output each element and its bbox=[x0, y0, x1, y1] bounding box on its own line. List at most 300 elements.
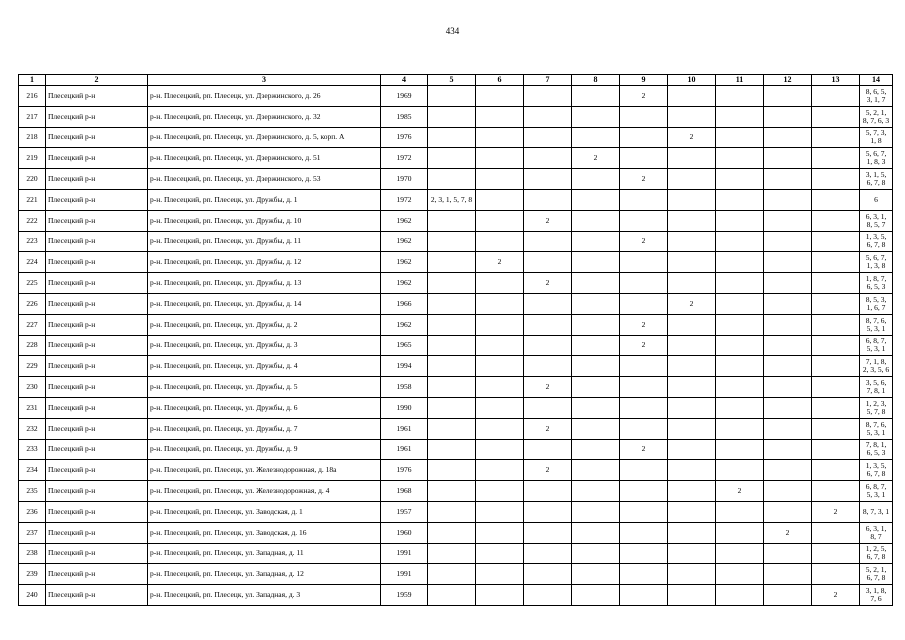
table-cell-col-3: р-н. Плесецкий, рп. Плесецк, ул. Дружбы, д. 13 bbox=[148, 273, 381, 294]
column-header-8: 8 bbox=[572, 75, 620, 86]
table-cell-col-9 bbox=[620, 543, 668, 564]
table-cell-col-14: 1, 3, 5, 6, 7, 8 bbox=[860, 460, 893, 481]
table-cell-col-5 bbox=[428, 501, 476, 522]
table-cell-col-12: 2 bbox=[764, 522, 812, 543]
table-cell-col-12 bbox=[764, 335, 812, 356]
table-cell-col-11 bbox=[716, 418, 764, 439]
table-cell-col-13 bbox=[812, 189, 860, 210]
table-cell-col-8: 2 bbox=[572, 148, 620, 169]
table-cell-col-7 bbox=[524, 148, 572, 169]
table-cell-col-3: р-н. Плесецкий, рп. Плесецк, ул. Дружбы, д. 14 bbox=[148, 293, 381, 314]
table-cell-col-12 bbox=[764, 293, 812, 314]
table-cell-col-9 bbox=[620, 356, 668, 377]
table-cell-col-12 bbox=[764, 189, 812, 210]
table-cell-col-5 bbox=[428, 397, 476, 418]
table-cell-col-12 bbox=[764, 210, 812, 231]
table-cell-col-13 bbox=[812, 439, 860, 460]
table-cell-col-11 bbox=[716, 460, 764, 481]
table-cell-col-14: 1, 2, 3, 5, 7, 8 bbox=[860, 397, 893, 418]
table-cell-col-3: р-н. Плесецкий, рп. Плесецк, ул. Дзержинского, д. 53 bbox=[148, 169, 381, 190]
table-cell-col-4: 1972 bbox=[381, 148, 428, 169]
table-cell-col-7 bbox=[524, 314, 572, 335]
table-cell-col-3: р-н. Плесецкий, рп. Плесецк, ул. Железнодорожная, д. 18а bbox=[148, 460, 381, 481]
table-cell-col-8 bbox=[572, 439, 620, 460]
table-cell-col-8 bbox=[572, 418, 620, 439]
table-cell-col-5 bbox=[428, 377, 476, 398]
table-cell-col-13 bbox=[812, 564, 860, 585]
table-cell-col-4: 1962 bbox=[381, 314, 428, 335]
table-cell-col-5 bbox=[428, 481, 476, 502]
table-cell-col-3: р-н. Плесецкий, рп. Плесецк, ул. Дзержинского, д. 26 bbox=[148, 86, 381, 107]
table-cell-col-12 bbox=[764, 127, 812, 148]
table-cell-col-5 bbox=[428, 169, 476, 190]
table-cell-col-5: 2, 3, 1, 5, 7, 8 bbox=[428, 189, 476, 210]
table-cell-col-3: р-н. Плесецкий, рп. Плесецк, ул. Дзержинского, д. 5, корп. А bbox=[148, 127, 381, 148]
table-cell-col-3: р-н. Плесецкий, рп. Плесецк, ул. Заводская, д. 1 bbox=[148, 501, 381, 522]
table-cell-col-13 bbox=[812, 377, 860, 398]
table-cell-col-12 bbox=[764, 314, 812, 335]
table-cell-col-5 bbox=[428, 335, 476, 356]
table-cell-col-9: 2 bbox=[620, 439, 668, 460]
table-cell-col-1: 235 bbox=[19, 481, 46, 502]
table-cell-col-6 bbox=[476, 501, 524, 522]
table-cell-col-9: 2 bbox=[620, 169, 668, 190]
table-cell-col-10 bbox=[668, 481, 716, 502]
table-row bbox=[19, 252, 893, 273]
table-cell-col-8 bbox=[572, 127, 620, 148]
table-row bbox=[19, 418, 893, 439]
table-cell-col-10 bbox=[668, 273, 716, 294]
table-cell-col-11 bbox=[716, 252, 764, 273]
table-cell-col-2: Плесецкий р-н bbox=[46, 252, 148, 273]
table-cell-col-8 bbox=[572, 189, 620, 210]
table-cell-col-2: Плесецкий р-н bbox=[46, 293, 148, 314]
table-cell-col-1: 221 bbox=[19, 189, 46, 210]
table-cell-col-10 bbox=[668, 501, 716, 522]
table-cell-col-12 bbox=[764, 106, 812, 127]
table-cell-col-1: 220 bbox=[19, 169, 46, 190]
table-cell-col-14: 1, 8, 7, 6, 5, 3 bbox=[860, 273, 893, 294]
table-cell-col-6 bbox=[476, 460, 524, 481]
table-cell-col-2: Плесецкий р-н bbox=[46, 439, 148, 460]
table-cell-col-2: Плесецкий р-н bbox=[46, 210, 148, 231]
table-cell-col-13 bbox=[812, 522, 860, 543]
table-row bbox=[19, 356, 893, 377]
table-cell-col-13 bbox=[812, 210, 860, 231]
table-cell-col-13 bbox=[812, 293, 860, 314]
table-row bbox=[19, 148, 893, 169]
table-cell-col-6 bbox=[476, 189, 524, 210]
table-cell-col-5 bbox=[428, 460, 476, 481]
table-cell-col-11 bbox=[716, 273, 764, 294]
table-cell-col-7: 2 bbox=[524, 210, 572, 231]
table-cell-col-11 bbox=[716, 210, 764, 231]
table-cell-col-9 bbox=[620, 252, 668, 273]
table-cell-col-8 bbox=[572, 106, 620, 127]
table-row bbox=[19, 585, 893, 606]
table-cell-col-2: Плесецкий р-н bbox=[46, 335, 148, 356]
table-cell-col-2: Плесецкий р-н bbox=[46, 273, 148, 294]
table-cell-col-3: р-н. Плесецкий, рп. Плесецк, ул. Дружбы, д. 11 bbox=[148, 231, 381, 252]
table-cell-col-9 bbox=[620, 585, 668, 606]
table-cell-col-8 bbox=[572, 273, 620, 294]
table-cell-col-1: 226 bbox=[19, 293, 46, 314]
table-cell-col-7 bbox=[524, 231, 572, 252]
table-cell-col-13 bbox=[812, 418, 860, 439]
table-cell-col-1: 228 bbox=[19, 335, 46, 356]
table-cell-col-4: 1959 bbox=[381, 585, 428, 606]
table-row bbox=[19, 397, 893, 418]
table-cell-col-13 bbox=[812, 86, 860, 107]
table-cell-col-9 bbox=[620, 397, 668, 418]
table-cell-col-10: 2 bbox=[668, 293, 716, 314]
table-cell-col-14: 8, 7, 6, 5, 3, 1 bbox=[860, 314, 893, 335]
table-cell-col-4: 1970 bbox=[381, 169, 428, 190]
table-cell-col-7 bbox=[524, 439, 572, 460]
table-cell-col-5 bbox=[428, 356, 476, 377]
table-cell-col-7 bbox=[524, 481, 572, 502]
table-cell-col-1: 217 bbox=[19, 106, 46, 127]
table-cell-col-7 bbox=[524, 293, 572, 314]
data-table-container bbox=[18, 74, 890, 606]
table-cell-col-5 bbox=[428, 439, 476, 460]
data-table bbox=[18, 74, 893, 606]
column-header-2: 2 bbox=[46, 75, 148, 86]
table-cell-col-14: 6, 8, 7, 5, 3, 1 bbox=[860, 335, 893, 356]
column-header-9: 9 bbox=[620, 75, 668, 86]
table-cell-col-4: 1962 bbox=[381, 273, 428, 294]
page-number: 434 bbox=[445, 26, 460, 36]
table-cell-col-6 bbox=[476, 314, 524, 335]
table-cell-col-3: р-н. Плесецкий, рп. Плесецк, ул. Дружбы, д. 3 bbox=[148, 335, 381, 356]
table-cell-col-8 bbox=[572, 169, 620, 190]
table-cell-col-8 bbox=[572, 356, 620, 377]
table-cell-col-2: Плесецкий р-н bbox=[46, 169, 148, 190]
table-cell-col-10 bbox=[668, 148, 716, 169]
table-cell-col-13 bbox=[812, 148, 860, 169]
table-cell-col-8 bbox=[572, 231, 620, 252]
table-cell-col-4: 1969 bbox=[381, 86, 428, 107]
table-cell-col-3: р-н. Плесецкий, рп. Плесецк, ул. Заводская, д. 16 bbox=[148, 522, 381, 543]
table-cell-col-1: 238 bbox=[19, 543, 46, 564]
table-cell-col-7 bbox=[524, 189, 572, 210]
table-cell-col-5 bbox=[428, 86, 476, 107]
table-cell-col-3: р-н. Плесецкий, рп. Плесецк, ул. Западная, д. 3 bbox=[148, 585, 381, 606]
table-cell-col-12 bbox=[764, 585, 812, 606]
table-cell-col-7 bbox=[524, 501, 572, 522]
table-cell-col-12 bbox=[764, 439, 812, 460]
table-cell-col-7 bbox=[524, 543, 572, 564]
table-cell-col-8 bbox=[572, 314, 620, 335]
table-row bbox=[19, 127, 893, 148]
table-cell-col-7: 2 bbox=[524, 418, 572, 439]
table-cell-col-1: 229 bbox=[19, 356, 46, 377]
table-cell-col-3: р-н. Плесецкий, рп. Плесецк, ул. Дружбы, д. 4 bbox=[148, 356, 381, 377]
table-cell-col-6 bbox=[476, 148, 524, 169]
table-row bbox=[19, 169, 893, 190]
table-cell-col-14: 7, 8, 1, 6, 5, 3 bbox=[860, 439, 893, 460]
table-cell-col-11 bbox=[716, 522, 764, 543]
column-header-14: 14 bbox=[860, 75, 893, 86]
table-cell-col-9: 2 bbox=[620, 231, 668, 252]
table-cell-col-2: Плесецкий р-н bbox=[46, 522, 148, 543]
table-cell-col-10 bbox=[668, 231, 716, 252]
table-cell-col-4: 1957 bbox=[381, 501, 428, 522]
table-cell-col-5 bbox=[428, 273, 476, 294]
table-cell-col-10 bbox=[668, 335, 716, 356]
table-cell-col-6 bbox=[476, 335, 524, 356]
table-cell-col-4: 1962 bbox=[381, 231, 428, 252]
table-cell-col-6 bbox=[476, 585, 524, 606]
table-cell-col-8 bbox=[572, 377, 620, 398]
table-cell-col-2: Плесецкий р-н bbox=[46, 397, 148, 418]
table-cell-col-5 bbox=[428, 522, 476, 543]
table-cell-col-12 bbox=[764, 397, 812, 418]
table-cell-col-2: Плесецкий р-н bbox=[46, 127, 148, 148]
table-cell-col-13 bbox=[812, 169, 860, 190]
table-cell-col-8 bbox=[572, 210, 620, 231]
table-cell-col-4: 1961 bbox=[381, 439, 428, 460]
table-cell-col-6 bbox=[476, 564, 524, 585]
column-header-1: 1 bbox=[19, 75, 46, 86]
table-cell-col-5 bbox=[428, 585, 476, 606]
column-header-12: 12 bbox=[764, 75, 812, 86]
table-cell-col-14: 6, 3, 1, 8, 7 bbox=[860, 522, 893, 543]
table-cell-col-4: 1976 bbox=[381, 127, 428, 148]
table-cell-col-7 bbox=[524, 522, 572, 543]
table-cell-col-4: 1991 bbox=[381, 564, 428, 585]
table-cell-col-3: р-н. Плесецкий, рп. Плесецк, ул. Дружбы, д. 7 bbox=[148, 418, 381, 439]
table-cell-col-9 bbox=[620, 273, 668, 294]
table-cell-col-9: 2 bbox=[620, 86, 668, 107]
table-cell-col-1: 233 bbox=[19, 439, 46, 460]
table-cell-col-7 bbox=[524, 356, 572, 377]
table-cell-col-10 bbox=[668, 210, 716, 231]
column-header-3: 3 bbox=[148, 75, 381, 86]
table-cell-col-7 bbox=[524, 106, 572, 127]
table-cell-col-7 bbox=[524, 564, 572, 585]
table-cell-col-5 bbox=[428, 106, 476, 127]
table-cell-col-2: Плесецкий р-н bbox=[46, 585, 148, 606]
table-cell-col-3: р-н. Плесецкий, рп. Плесецк, ул. Дружбы, д. 2 bbox=[148, 314, 381, 335]
table-cell-col-10 bbox=[668, 564, 716, 585]
table-cell-col-11 bbox=[716, 314, 764, 335]
table-cell-col-6: 2 bbox=[476, 252, 524, 273]
table-cell-col-1: 237 bbox=[19, 522, 46, 543]
table-cell-col-14: 7, 1, 8, 2, 3, 5, 6 bbox=[860, 356, 893, 377]
table-cell-col-11 bbox=[716, 127, 764, 148]
table-cell-col-12 bbox=[764, 273, 812, 294]
table-cell-col-7: 2 bbox=[524, 377, 572, 398]
table-cell-col-11 bbox=[716, 335, 764, 356]
table-cell-col-9 bbox=[620, 418, 668, 439]
table-row bbox=[19, 460, 893, 481]
table-cell-col-14: 5, 6, 7, 1, 8, 3 bbox=[860, 148, 893, 169]
table-cell-col-6 bbox=[476, 522, 524, 543]
table-cell-col-1: 236 bbox=[19, 501, 46, 522]
table-cell-col-10 bbox=[668, 585, 716, 606]
table-cell-col-4: 1991 bbox=[381, 543, 428, 564]
table-cell-col-11 bbox=[716, 585, 764, 606]
table-cell-col-3: р-н. Плесецкий, рп. Плесецк, ул. Дружбы, д. 1 bbox=[148, 189, 381, 210]
table-cell-col-13 bbox=[812, 273, 860, 294]
table-cell-col-6 bbox=[476, 481, 524, 502]
table-cell-col-12 bbox=[764, 148, 812, 169]
table-cell-col-10 bbox=[668, 377, 716, 398]
table-header-row bbox=[19, 75, 893, 86]
table-cell-col-6 bbox=[476, 293, 524, 314]
table-row bbox=[19, 210, 893, 231]
table-cell-col-5 bbox=[428, 293, 476, 314]
table-cell-col-11 bbox=[716, 106, 764, 127]
table-row bbox=[19, 106, 893, 127]
table-cell-col-14: 6 bbox=[860, 189, 893, 210]
table-row bbox=[19, 481, 893, 502]
table-cell-col-6 bbox=[476, 543, 524, 564]
table-cell-col-9 bbox=[620, 106, 668, 127]
table-cell-col-6 bbox=[476, 169, 524, 190]
table-cell-col-11 bbox=[716, 356, 764, 377]
table-row bbox=[19, 439, 893, 460]
table-cell-col-3: р-н. Плесецкий, рп. Плесецк, ул. Западная, д. 11 bbox=[148, 543, 381, 564]
table-cell-col-8 bbox=[572, 522, 620, 543]
table-cell-col-5 bbox=[428, 148, 476, 169]
table-cell-col-3: р-н. Плесецкий, рп. Плесецк, ул. Дружбы, д. 6 bbox=[148, 397, 381, 418]
table-cell-col-14: 1, 3, 5, 6, 7, 8 bbox=[860, 231, 893, 252]
table-cell-col-10 bbox=[668, 86, 716, 107]
table-cell-col-5 bbox=[428, 564, 476, 585]
table-cell-col-13 bbox=[812, 231, 860, 252]
table-cell-col-10 bbox=[668, 314, 716, 335]
table-cell-col-12 bbox=[764, 460, 812, 481]
table-cell-col-9 bbox=[620, 481, 668, 502]
column-header-11: 11 bbox=[716, 75, 764, 86]
table-cell-col-1: 230 bbox=[19, 377, 46, 398]
table-cell-col-11 bbox=[716, 439, 764, 460]
table-cell-col-6 bbox=[476, 439, 524, 460]
table-cell-col-1: 218 bbox=[19, 127, 46, 148]
table-cell-col-14: 1, 2, 5, 6, 7, 8 bbox=[860, 543, 893, 564]
table-cell-col-2: Плесецкий р-н bbox=[46, 543, 148, 564]
table-cell-col-6 bbox=[476, 356, 524, 377]
table-cell-col-2: Плесецкий р-н bbox=[46, 106, 148, 127]
table-row bbox=[19, 273, 893, 294]
table-row bbox=[19, 189, 893, 210]
table-cell-col-11 bbox=[716, 501, 764, 522]
table-cell-col-12 bbox=[764, 356, 812, 377]
table-cell-col-9 bbox=[620, 501, 668, 522]
table-cell-col-13 bbox=[812, 127, 860, 148]
table-cell-col-10 bbox=[668, 356, 716, 377]
column-header-4: 4 bbox=[381, 75, 428, 86]
table-cell-col-2: Плесецкий р-н bbox=[46, 501, 148, 522]
table-cell-col-11 bbox=[716, 564, 764, 585]
table-cell-col-1: 239 bbox=[19, 564, 46, 585]
table-cell-col-9: 2 bbox=[620, 314, 668, 335]
table-cell-col-14: 5, 6, 7, 1, 3, 8 bbox=[860, 252, 893, 273]
table-cell-col-9 bbox=[620, 210, 668, 231]
table-cell-col-12 bbox=[764, 377, 812, 398]
table-body bbox=[19, 86, 893, 606]
table-cell-col-9 bbox=[620, 293, 668, 314]
column-header-7: 7 bbox=[524, 75, 572, 86]
table-cell-col-10 bbox=[668, 252, 716, 273]
table-cell-col-10 bbox=[668, 106, 716, 127]
table-cell-col-12 bbox=[764, 169, 812, 190]
table-cell-col-7 bbox=[524, 335, 572, 356]
table-cell-col-8 bbox=[572, 585, 620, 606]
table-cell-col-13 bbox=[812, 356, 860, 377]
table-cell-col-7: 2 bbox=[524, 460, 572, 481]
table-cell-col-14: 5, 2, 1, 8, 7, 6, 3 bbox=[860, 106, 893, 127]
table-cell-col-14: 8, 7, 6, 5, 3, 1 bbox=[860, 418, 893, 439]
table-cell-col-12 bbox=[764, 86, 812, 107]
table-cell-col-2: Плесецкий р-н bbox=[46, 418, 148, 439]
table-cell-col-1: 232 bbox=[19, 418, 46, 439]
table-cell-col-6 bbox=[476, 106, 524, 127]
table-cell-col-11 bbox=[716, 148, 764, 169]
table-cell-col-8 bbox=[572, 252, 620, 273]
table-cell-col-2: Плесецкий р-н bbox=[46, 314, 148, 335]
table-cell-col-2: Плесецкий р-н bbox=[46, 231, 148, 252]
table-cell-col-6 bbox=[476, 377, 524, 398]
table-cell-col-4: 1976 bbox=[381, 460, 428, 481]
table-cell-col-13 bbox=[812, 481, 860, 502]
table-cell-col-12 bbox=[764, 252, 812, 273]
table-cell-col-4: 1968 bbox=[381, 481, 428, 502]
table-cell-col-2: Плесецкий р-н bbox=[46, 481, 148, 502]
table-cell-col-8 bbox=[572, 543, 620, 564]
table-cell-col-11 bbox=[716, 293, 764, 314]
table-cell-col-12 bbox=[764, 501, 812, 522]
table-cell-col-1: 223 bbox=[19, 231, 46, 252]
table-cell-col-8 bbox=[572, 460, 620, 481]
table-cell-col-4: 1972 bbox=[381, 189, 428, 210]
table-cell-col-14: 8, 5, 3, 1, 6, 7 bbox=[860, 293, 893, 314]
table-cell-col-3: р-н. Плесецкий, рп. Плесецк, ул. Дружбы, д. 10 bbox=[148, 210, 381, 231]
table-row bbox=[19, 314, 893, 335]
table-cell-col-3: р-н. Плесецкий, рп. Плесецк, ул. Дзержинского, д. 51 bbox=[148, 148, 381, 169]
table-cell-col-11 bbox=[716, 397, 764, 418]
table-cell-col-5 bbox=[428, 127, 476, 148]
table-cell-col-12 bbox=[764, 564, 812, 585]
table-cell-col-10: 2 bbox=[668, 127, 716, 148]
table-cell-col-14: 3, 5, 6, 7, 8, 1 bbox=[860, 377, 893, 398]
table-cell-col-1: 216 bbox=[19, 86, 46, 107]
table-cell-col-11 bbox=[716, 377, 764, 398]
table-cell-col-4: 1966 bbox=[381, 293, 428, 314]
table-cell-col-8 bbox=[572, 335, 620, 356]
table-cell-col-14: 5, 7, 3, 1, 8 bbox=[860, 127, 893, 148]
table-cell-col-1: 222 bbox=[19, 210, 46, 231]
table-cell-col-13 bbox=[812, 314, 860, 335]
table-cell-col-7 bbox=[524, 86, 572, 107]
table-cell-col-13 bbox=[812, 335, 860, 356]
table-row bbox=[19, 564, 893, 585]
table-cell-col-5 bbox=[428, 252, 476, 273]
table-cell-col-13 bbox=[812, 397, 860, 418]
table-cell-col-1: 219 bbox=[19, 148, 46, 169]
table-cell-col-11 bbox=[716, 231, 764, 252]
table-cell-col-1: 240 bbox=[19, 585, 46, 606]
table-cell-col-3: р-н. Плесецкий, рп. Плесецк, ул. Дружбы, д. 5 bbox=[148, 377, 381, 398]
table-row bbox=[19, 231, 893, 252]
table-cell-col-10 bbox=[668, 418, 716, 439]
table-cell-col-4: 1961 bbox=[381, 418, 428, 439]
table-cell-col-5 bbox=[428, 418, 476, 439]
table-cell-col-6 bbox=[476, 231, 524, 252]
table-cell-col-5 bbox=[428, 314, 476, 335]
